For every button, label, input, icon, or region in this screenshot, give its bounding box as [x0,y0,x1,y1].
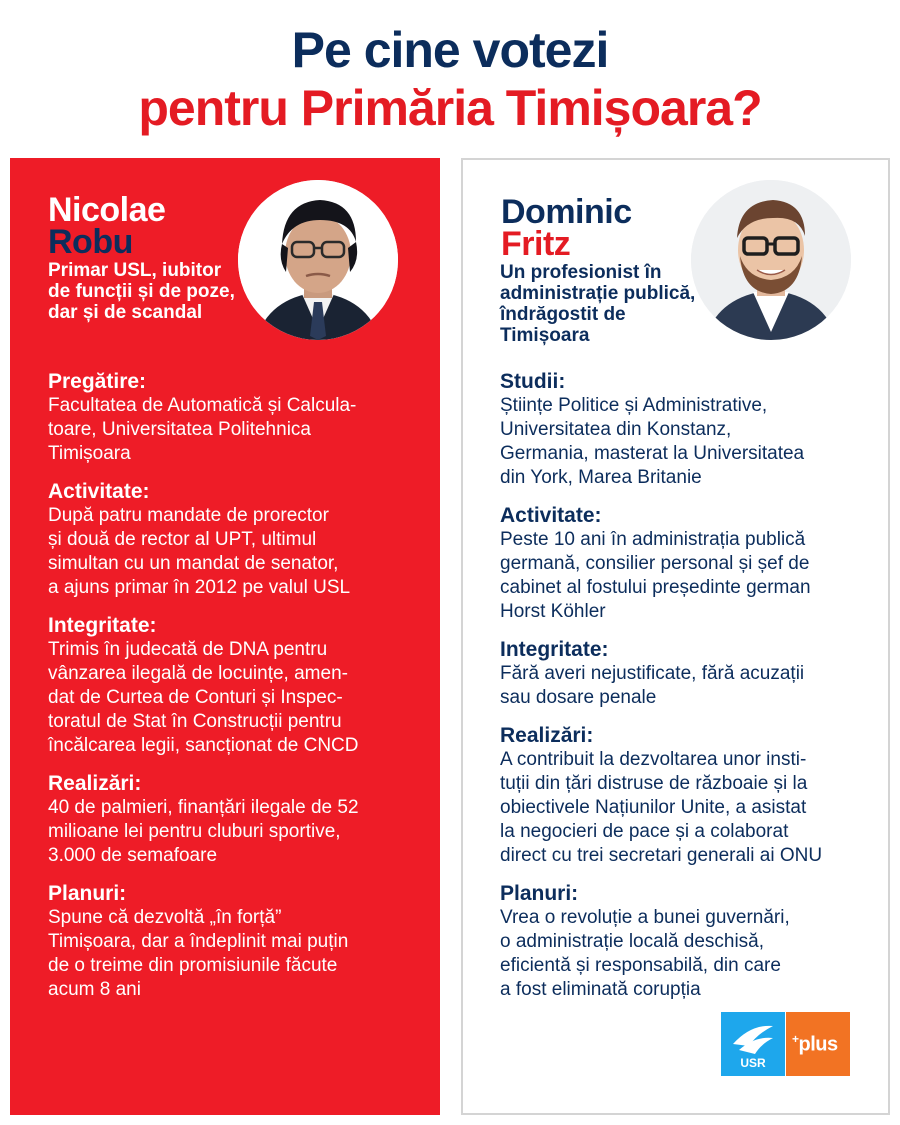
candidate-first-name: Nicolae [48,191,166,229]
candidate-sections [48,370,420,1016]
section-body: Facultatea de Automatică și Calcula- toare, Universitatea Politehnica Timișoara [48,395,357,464]
section-title: Integritate: [500,638,609,661]
section-body: A contribuit la dezvoltarea unor insti- tuții din țări distruse de războaie și la obiectivele Națiunilor Unite, a asistat la negocieri de pace și a colaborat direct cu trei secretari generali ai ONU [500,749,823,866]
section-title: Realizări: [48,772,142,795]
section-body: Științe Politice și Administrative, Universitatea din Konstanz, Germania, masterat la Universitatea din York, Marea Britanie [500,395,805,488]
candidate-name [48,191,166,261]
headline [0,22,900,138]
candidate-photo-fritz [691,180,851,340]
section-title: Pregătire: [48,370,147,393]
section-title: Studii: [500,370,566,393]
candidate-card-robu [10,158,440,1115]
usr-logo-label: USR [740,1056,766,1070]
section-activitate [48,480,420,600]
section-body: 40 de palmieri, finanțări ilegale de 52 milioane lei pentru cluburi sportive, 3.000 de semafoare [48,797,359,866]
section-planuri [500,882,872,1002]
usr-logo [721,1012,785,1076]
section-activitate [500,504,872,624]
section-planuri [48,882,420,1002]
section-body: Trimis în judecată de DNA pentru vânzarea ilegală de locuințe, amen- dat de Curtea de Conturi și Inspec- toratul de Stat în Construcții pentru încălcarea legii, sancționat de CNCD [48,639,359,756]
headline-line-1: Pe cine votezi [291,22,609,78]
section-body: Vrea o revoluție a bunei guvernări, o administrație locală deschisă, eficientă și responsabilă, din care a fost eliminată corupția [500,907,790,1000]
candidate-card-fritz [461,158,890,1115]
candidate-sections [500,370,872,1016]
candidate-name [501,193,632,263]
section-studii [500,370,872,490]
section-title: Planuri: [500,882,579,905]
plus-logo [786,1012,850,1076]
section-title: Integritate: [48,614,157,637]
candidate-tagline: Un profesionist în administrație publică, îndrăgostit de Timișoara [500,262,696,346]
plus-logo-label: +plus [792,1032,838,1056]
section-integritate [500,638,872,710]
section-realizari [48,772,420,868]
section-title: Planuri: [48,882,127,905]
section-pregatire [48,370,420,466]
candidate-tagline: Primar USL, iubitor de funcții și de poze, dar și de scandal [48,260,235,323]
candidate-photo-robu [238,180,398,340]
section-body: Fără averi nejustificate, fără acuzații sau dosare penale [500,663,805,708]
section-body: Peste 10 ani în administrația publică germană, consilier personal și șef de cabinet al fostului președinte german Horst Köhler [500,529,811,622]
section-integritate [48,614,420,758]
section-realizari [500,724,872,868]
section-body: După patru mandate de prorector și două de rector al UPT, ultimul simultan cu un mandat de senator, a ajuns primar în 2012 pe valul USL [48,505,351,598]
section-title: Activitate: [48,480,150,503]
headline-line-2: pentru Primăria Timișoara? [138,80,762,136]
candidate-first-name: Dominic [501,193,632,231]
candidate-last-name: Robu [48,223,133,261]
section-title: Activitate: [500,504,602,527]
candidate-last-name: Fritz [501,225,571,263]
section-title: Realizări: [500,724,594,747]
section-body: Spune că dezvoltă „în forță” Timișoara, dar a îndeplinit mai puțin de o treime din promisiunile făcute acum 8 ani [48,907,349,1000]
